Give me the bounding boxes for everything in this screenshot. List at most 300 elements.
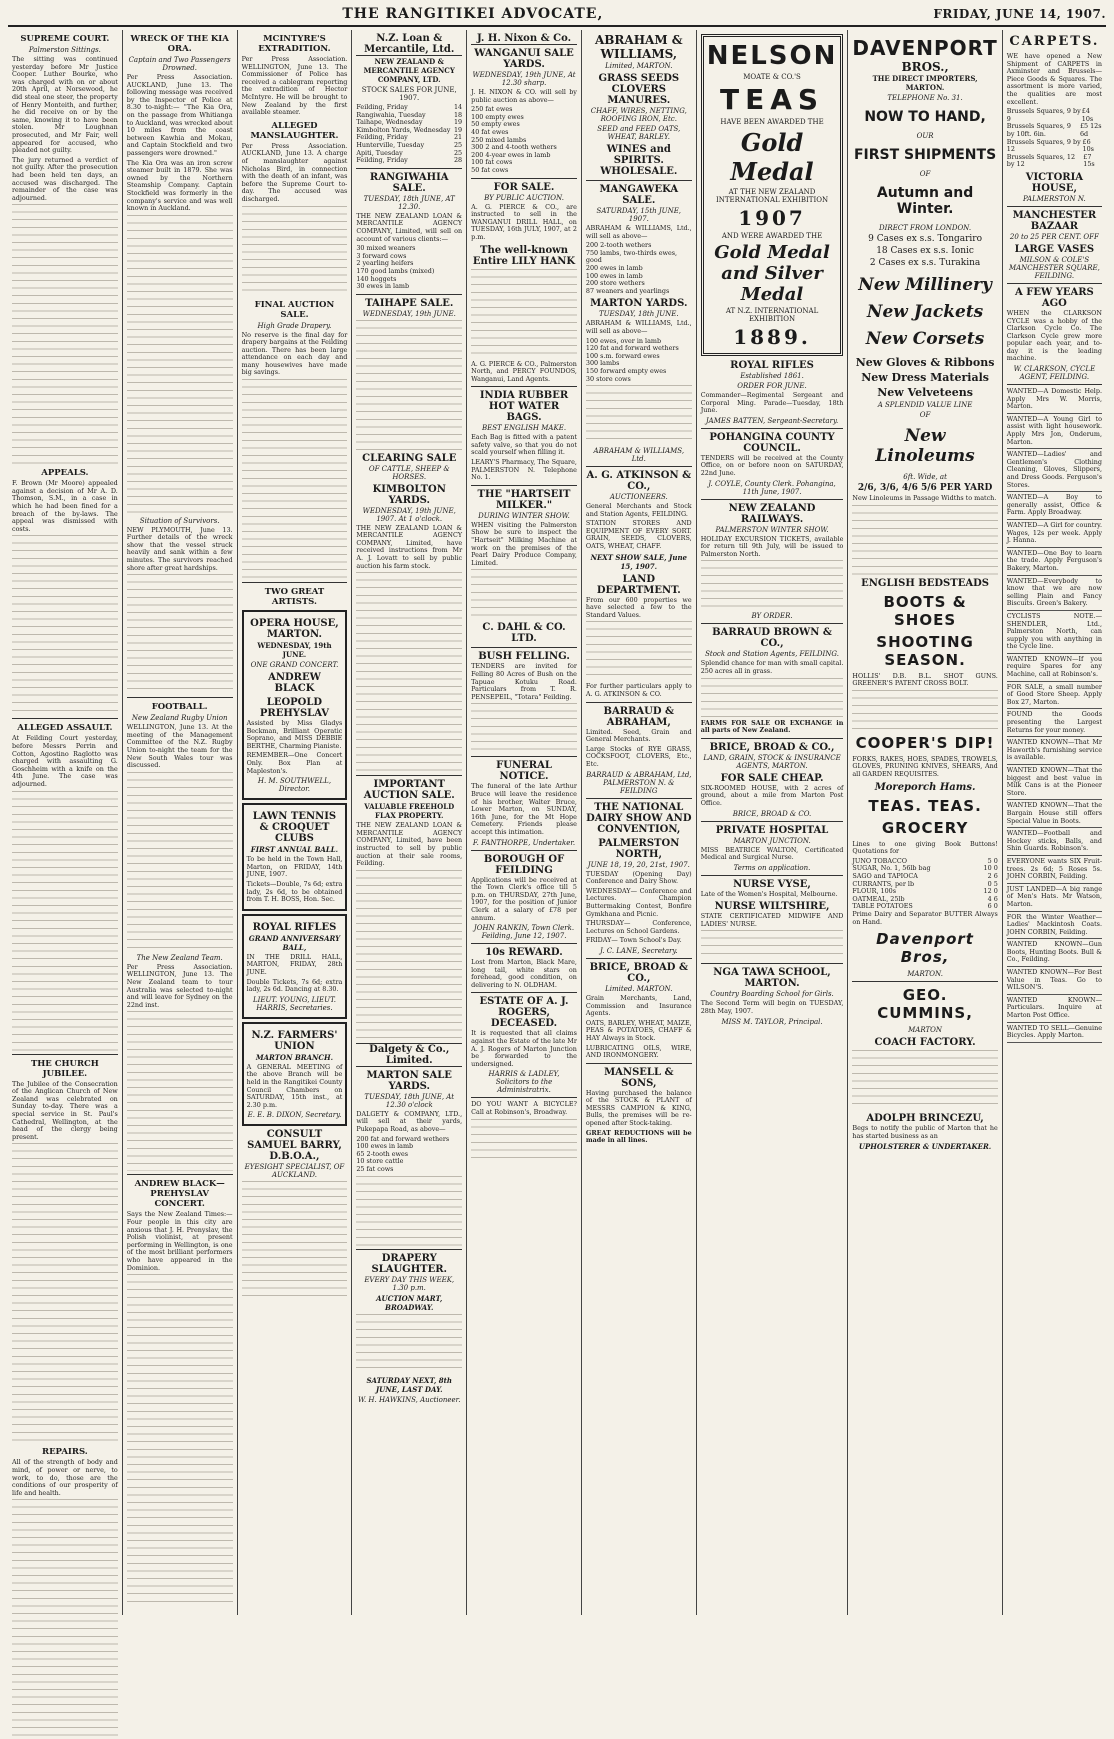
divider — [586, 180, 692, 181]
article-text-block — [12, 1143, 118, 1443]
stock-sale-row-label: Feilding, Friday — [356, 156, 408, 165]
column-5 — [467, 30, 582, 1615]
article-text-block — [12, 204, 118, 464]
heading-church-jubilee: THE CHURCH JUBILEE. — [30, 1058, 99, 1079]
ad-line: GRAND ANNIVERSARY BALL, — [248, 933, 341, 952]
ad-line: MARTON. — [907, 970, 943, 979]
article-text-block — [127, 1274, 233, 1604]
rifles-ball-ad — [242, 914, 348, 1019]
article-text: NEW PLYMOUTH, June 13. Further details of the wreck show that the vessel struck heavily and sank within a few minutes. The survivors reached shore after great hardships. — [126, 525, 233, 572]
divider — [1007, 283, 1102, 284]
davenport-line: NOW TO HAND, — [864, 109, 986, 125]
ad-text: DO YOU WANT A BICYCLE? Call at Robinson's, Broadway. — [471, 1100, 577, 1117]
ad-text: Late of the Women's Hospital, Melbourne. — [700, 889, 838, 898]
ad-text: Begs to notify the public of Marton that he has started business as an — [852, 1124, 998, 1140]
davenport-title: DAVENPORT — [852, 36, 998, 60]
davenport-line: 2 Cases ex s.s. Turakina — [869, 258, 981, 268]
article-text: The jury returned a verdict of not guilty. After the prosecution had been held ten days, an accused was discharged. The remainder of the case was adjourned. — [12, 155, 118, 202]
ad-text: Having purchased the balance of the STOCK & PLANT of MESSRS CAMPION & KING, Bulls, the premises will be re-opened after Stock-taking. — [585, 1088, 692, 1128]
tea-line: AT THE NEW ZEALAND INTERNATIONAL EXHIBITION — [715, 188, 829, 204]
heading-two-artists: TWO GREAT ARTISTS. — [264, 587, 325, 608]
ad-title: KIMBOLTON YARDS. — [372, 483, 446, 506]
classified-ad: WANTED KNOWN—That the Bargain House still offers Special Value in Boots. — [1007, 802, 1102, 828]
ad-title: ABRAHAM & WILLIAMS, — [594, 33, 683, 61]
ad-text: Lost from Marton, Black Mare, long tail, white stars on forehead, good condition, on delivering to N. OLDHAM. — [471, 958, 577, 989]
ad-title: BRICE, BROAD & CO., — [589, 961, 688, 984]
ad-title: NURSE VYSE, — [733, 878, 811, 890]
ad-text-block — [471, 1119, 577, 1159]
ad-list: 30 mixed weaners 3 forward cows 2 yearling heifers 170 good lambs (mixed) 140 hoggets 30 ewes in lamb — [356, 244, 435, 291]
ad-list: 200 2-tooth wethers 750 lambs, two-thirds ewes, good 200 ewes in lamb 100 ewes in lamb 200 store wethers 87 weaners and yearlings — [585, 241, 678, 295]
stock-sales-title: STOCK SALES FOR JUNE, 1907. — [361, 86, 457, 102]
ad-text: THE NEW ZEALAND LOAN & MERCANTILE AGENCY COMPANY, Limited, have been instructed to sell by public auction at their sale rooms, Feilding. — [356, 821, 463, 868]
classified-ad: WANTED KNOWN—Gun Boots, Hunting Boots. Bull & Co., Feilding. — [1007, 941, 1102, 967]
ad-text-block — [356, 572, 462, 772]
carpet-row-label: Brussels Squares, 9 by 10ft. 6in. — [1006, 122, 1071, 138]
grocery-row-value: 2 6 — [987, 871, 998, 880]
classified-ad: WANTED—One Boy to learn the trade. Apply Ferguson's Bakery, Marton. — [1007, 550, 1102, 576]
carpet-row — [1007, 139, 1102, 154]
divider — [471, 1097, 577, 1098]
ad-title: BUSH FELLING. — [478, 651, 570, 663]
classified-ad: WANTED KNOWN—That the biggest and best value in Milk Cans is at the Pioneer Store. — [1007, 767, 1102, 800]
ad-line: CHAFF, WIRES, NETTING, ROOFING IRON, Etc. — [590, 107, 687, 123]
ad-text: A. G. PIERCE & CO., are instructed to sell in the WANGANUI DRILL HALL, on TUESDAY, 16th JULY, 1907, at 2 p.m. — [471, 202, 577, 241]
ad-line: NEW ZEALAND & MERCANTILE AGENCY COMPANY, LTD. — [363, 57, 455, 84]
ad-line: SEED and FEED OATS, WHEAT, BARLEY. — [597, 125, 681, 141]
ad-text: Double Tickets, 7s 6d; extra lady, 2s 6d. Dancing at 8.30. — [246, 977, 343, 994]
ad-title: POHANGINA COUNTY COUNCIL. — [709, 431, 835, 454]
divider — [586, 958, 692, 959]
divider — [586, 1063, 692, 1064]
tea-medal: Gold Medal and Silver Medal — [714, 242, 830, 305]
divider — [242, 582, 348, 583]
divider — [1007, 384, 1102, 385]
ad-text: HOLIDAY EXCURSION TICKETS, available for return till 9th July, will be issued to Palmerston North. — [700, 534, 844, 558]
ad-text-block — [471, 569, 577, 619]
ad-text: Grain Merchants, Land, Commission and Insurance Agents. — [585, 993, 692, 1018]
ad-title: NGA TAWA SCHOOL, MARTON. — [713, 967, 831, 990]
ad-text: It is requested that all claims against the Estate of the late Mr A. J. Rogers of Marton Junction be forwarded to the undersigned. — [471, 1029, 577, 1068]
ad-signature: JOHN RANKIN, Town Clerk. Feilding, June 12, 1907. — [473, 924, 575, 941]
ad-text: Splendid chance for man with small capital. 250 acres all in grass. — [700, 659, 844, 675]
ad-title: WANGANUI SALE YARDS. — [474, 48, 574, 70]
ad-title: THE "HARTSEIT MILKER." — [477, 488, 571, 511]
subheading: New Zealand Rugby Union — [131, 714, 228, 723]
divider — [471, 178, 577, 179]
ad-title: BARRAUD BROWN & CO., — [712, 627, 832, 650]
ad-line: DURING WINTER SHOW. — [478, 511, 570, 520]
article-text: WELLINGTON, June 13. At the meeting of the Management Committee of the N.Z. Rugby Union to-night the team for the New South Wales tour was discussed. — [126, 723, 233, 770]
ad-text: TENDERS will be received at the County Office, on or before noon on SATURDAY, 22nd June. — [700, 453, 844, 477]
carpet-row-label: Brussels Squares, 12 by 12 — [1006, 152, 1076, 169]
subheading: The New Zealand Team. — [136, 953, 223, 962]
ad-text-block — [356, 1314, 462, 1374]
ad-title: FOR SALE. — [493, 181, 555, 193]
ad-title: NEW ZEALAND RAILWAYS. — [728, 502, 816, 525]
classified-ad: WANTED—A Young Girl to assist with light housework. Apply Mrs Jon, Onderum, Marton. — [1007, 416, 1102, 449]
ad-text: TUESDAY (Opening Day) Conference and Dairy Show. — [585, 869, 692, 886]
divider — [471, 485, 577, 486]
heading-wreck: WRECK OF THE KIA ORA. — [130, 34, 229, 54]
ad-title: RANGIWAHIA SALE. — [369, 171, 449, 194]
classified-ad: WANTED—Everybody to know that we are now selling Plain and Fancy Biscuits. Green's Bakery. — [1007, 578, 1102, 611]
classified-ad: WANTED KNOWN—For Best Value in Teas. Go to WILSON'S. — [1007, 969, 1102, 995]
ad-title: A. G. ATKINSON & CO., — [586, 470, 692, 493]
ad-title: GEO. CUMMINS, — [877, 986, 973, 1023]
ad-text: Commander—Regimental Sergeant and Corporal Ming. Parade—Tuesday, 18th June. — [700, 391, 844, 415]
grocery-row-value: 4 6 — [987, 894, 998, 903]
classified-ad: JUST LANDED—A big range of Men's Hats. Mr Watson, Marton. — [1007, 886, 1102, 912]
grocery-row-value: 0 5 — [987, 879, 998, 888]
grocery-row-label: OATMEAL, 25lb — [852, 894, 905, 903]
stock-sale-row-label: Apiti, Tuesday — [356, 148, 403, 157]
stock-sale-row-label: Hunterville, Tuesday — [356, 140, 425, 149]
ad-text: WE have opened a New Shipment of CARPETS in Axminster and Brussels—Piece Goods & Squares. The assortment is more varied, the qualities are most excellent. — [1006, 52, 1102, 106]
ad-text: For further particulars apply to A. G. ATKINSON & CO. — [585, 682, 692, 699]
ad-date: TUESDAY, 18th JUNE, At 12.30 o'clock — [364, 1092, 455, 1109]
ad-text: The Second Term will begin on TUESDAY, 28th May, 1907. — [700, 999, 844, 1016]
ad-text: Applications will be received at the Town Clerk's office till 5 p.m. on THURSDAY, 27th June, 1907, for the position of Junior Clerk at a salary of £78 per annum. — [471, 875, 577, 922]
ad-title: BOROUGH OF FEILDING — [483, 853, 565, 876]
ad-text-block — [852, 690, 997, 730]
tea-brand: NELSON — [706, 41, 838, 71]
divider — [356, 168, 462, 169]
davenport-line: A SPLENDID VALUE LINE — [877, 401, 973, 409]
ad-text-block — [471, 703, 577, 753]
grocery-row-value: 5 0 — [987, 856, 998, 865]
ad-text: Tickets—Double, 7s 6d; extra lady, 2s 6d, to be obtained from T. H. BOSS, Hon. Sec. — [246, 880, 343, 904]
ad-text: Each Bag is fitted with a patent safety valve, so that you do not scald yourself when filling it. — [471, 433, 577, 457]
ad-title: MANSELL & SONS, — [604, 1066, 674, 1089]
classified-ad: WANTED—A Domestic Help. Apply Mrs W. Morris, Marton. — [1007, 388, 1102, 414]
ad-title: DRAPERY SLAUGHTER. — [371, 1252, 448, 1275]
davenport-line: New Velveteens — [877, 386, 973, 399]
ad-title: TEAS. TEAS. — [868, 796, 982, 815]
tea-maker: MOATE & CO.'S — [743, 73, 801, 81]
carpet-row-label: Brussels Squares, 9 by 9 — [1006, 107, 1081, 123]
ad-title: SHOOTING SEASON. — [876, 632, 974, 669]
ad-line: UPHOLSTERER & UNDERTAKER. — [858, 1142, 992, 1152]
ad-line: 20 to 25 PER CENT. OFF — [1009, 232, 1099, 241]
ad-text-block — [701, 560, 844, 610]
ad-line: ORDER FOR JUNE. — [737, 382, 807, 390]
divider — [127, 697, 233, 698]
ad-text: GREAT REDUCTIONS will be made in all lines. — [585, 1128, 692, 1145]
ad-title: GROCERY — [881, 818, 969, 837]
ad-text: TENDERS are invited for Felling 80 Acres of Bush on the Tapuae Kotuku Road. Particulars from T. R. PENSEPEIL, "Totara" Feilding. — [471, 662, 577, 701]
ad-text-block — [701, 930, 844, 960]
ad-line: AUCTION MART, BROADWAY. — [376, 1293, 443, 1312]
subheading: Captain and Two Passengers Drowned. — [128, 56, 231, 72]
ad-signature: E. E. B. DIXON, Secretary. — [247, 1111, 342, 1120]
ad-title: TAIHAPE SALE. — [365, 297, 454, 309]
divider — [586, 702, 692, 703]
article-text: Per Press Association. WELLINGTON, June 13. The New Zealand team to tour Australia was selected to-night and will leave for Sydney on the 22nd inst. — [126, 962, 233, 1009]
nelson-tea-ad — [701, 34, 844, 356]
davenport-line: New Millinery — [858, 275, 992, 295]
ad-line: COACH FACTORY. — [874, 1037, 976, 1049]
ad-signature: BRICE, BROAD & CO. — [732, 809, 812, 818]
ad-text: Large Stocks of RYE GRASS, COCKSFOOT, CLOVERS, Etc., Etc. — [585, 744, 692, 768]
ad-text: SIX-ROOMED HOUSE, with 2 acres of ground, about a mile from Marton Post Office. — [700, 783, 844, 807]
ad-title: ROYAL RIFLES — [730, 360, 814, 371]
ad-text: J. H. NIXON & CO. will sell by public auction as above— — [471, 88, 577, 104]
divider — [586, 466, 692, 467]
grocery-row-label: SUGAR, No. 1, 56lb bag — [852, 864, 931, 873]
ad-line: Limited, MARTON. — [605, 62, 673, 70]
article-text-block — [127, 772, 233, 952]
ad-text: General Merchants and Stock and Station Agents, FEILDING. — [585, 502, 692, 518]
heading-supreme-court: SUPREME COURT. — [20, 34, 110, 44]
ad-title: BARRAUD & ABRAHAM, — [603, 705, 675, 728]
stock-sale-row — [356, 157, 462, 165]
ad-line: SATURDAY NEXT, 8th JUNE, LAST DAY. — [366, 1375, 452, 1394]
article-text-block — [127, 574, 233, 694]
ad-date: TUESDAY, 18th JUNE. — [598, 310, 679, 319]
ad-signature: J. C. LANE, Secretary. — [600, 946, 678, 955]
ad-text: To be held in the Town Hall, Marton, on FRIDAY, 14th JUNE, 1907. — [246, 855, 343, 879]
ad-line: FOR SALE CHEAP. — [720, 772, 824, 784]
column-7 — [697, 30, 849, 1615]
ad-title: PRIVATE HOSPITAL — [715, 824, 829, 836]
stock-sale-row-value: 14 — [453, 103, 463, 111]
ad-title: A FEW YEARS AGO — [1015, 286, 1094, 309]
grocery-row-label: JUNO TOBACCO — [852, 856, 908, 865]
stock-sale-row-label: Feilding, Friday — [356, 103, 408, 111]
ad-title: NURSE WILTSHIRE, — [714, 901, 830, 913]
ad-date: WEDNESDAY, 19th JUNE, At 12.30 sharp. — [472, 71, 576, 87]
ad-text-block — [852, 505, 997, 575]
heading-concert: ANDREW BLACK—PREHYSLAV CONCERT. — [134, 1179, 225, 1210]
divider — [586, 798, 692, 799]
ad-text-block — [701, 678, 844, 718]
company-name: C. DAHL & CO. LTD. — [482, 622, 566, 645]
ad-title: MARTON SALE YARDS. — [366, 1069, 452, 1092]
article-text-block — [12, 535, 118, 715]
ad-text: FORKS, RAKES, HOES, SPADES, TROWELS, GLOVES, PRUNING KNIVES, SHEARS, And all GARDEN REQUISITES. — [852, 754, 998, 778]
davenport-sub: BROS., — [901, 60, 949, 74]
ad-title: MANGAWEKA SALE. — [599, 184, 679, 206]
ad-text-block — [356, 320, 462, 450]
stock-sale-row-value: 28 — [453, 156, 463, 165]
divider — [471, 386, 577, 387]
davenport-line: FIRST SHIPMENTS — [853, 147, 997, 163]
ad-title: THE NATIONAL DAIRY SHOW AND CONVENTION, — [586, 801, 692, 835]
ad-text: A. G. PIERCE & CO., Palmerston North, and PERCY FOUNDOS, Wanganui, Land Agents. — [471, 359, 577, 383]
divider — [701, 738, 844, 739]
heading-manslaughter: ALLEGED MANSLAUGHTER. — [250, 120, 339, 141]
article-text: The Jubilee of the Consecration of the Anglican Church of New Zealand was celebrated on Sunday to-day. There was a special service in St. Paul's Cathedral, Wellington, at the head of the clergy being present. — [12, 1079, 118, 1141]
tea-line: AT N.Z. INTERNATIONAL EXHIBITION — [725, 307, 819, 323]
classified-ad: FOR SALE, a small number of Good Store Sheep. Apply Box 27, Marton. — [1007, 684, 1102, 710]
ad-text: Prime Dairy and Separator BUTTER Always on Hand. — [852, 909, 998, 926]
divider — [356, 294, 462, 295]
davenport-line: DIRECT FROM LONDON. — [879, 224, 972, 232]
ad-text: Lines to one giving Book Buttons! Quotations for — [852, 839, 998, 856]
masthead-spacer — [8, 7, 12, 21]
ad-text: WHEN the CLARKSON CYCLE was a hobby of the Clarkson Cycle Co. The Clarkson Cycle grew more popular each year, and to-day it is the leading machine. — [1006, 308, 1102, 363]
ad-text-block — [471, 269, 577, 359]
ad-list: 250 fat ewes 100 empty ewes 50 empty ewes 40 fat ewes 250 mixed lambs 300 2 and 4-tooth wethers 200 4-year ewes in lamb 100 fat cows 50 fat cows — [471, 105, 557, 174]
heading-extradition: MCINTYRE'S EXTRADITION. — [258, 34, 331, 54]
ad-text: Limited. Seed, Grain and General Merchants. — [585, 727, 692, 744]
column-4 — [352, 30, 467, 1615]
article-text: The Kia Ora was an iron screw steamer built in 1879. She was owned by the Northern Steamship Company. Captain Stockfield was formerly in the company's service and was well known in Auckland. — [126, 158, 233, 213]
artist-name: ANDREW BLACK — [268, 672, 321, 695]
ad-line: EVERY DAY THIS WEEK, 1.30 p.m. — [364, 1275, 455, 1292]
ad-line: NEXT SHOW SALE, June 15, 1907. — [590, 552, 688, 571]
ad-text: New Linoleums in Passage Widths to match. — [852, 494, 997, 502]
ad-line: EYESIGHT SPECIALIST, OF AUCKLAND. — [244, 1163, 345, 1180]
grocery-row-label: FLOUR, 100s — [852, 887, 897, 896]
grocery-row-label: CURRANTS, per lb — [852, 879, 915, 888]
ad-date: SATURDAY, 15th JUNE, 1907. — [596, 207, 682, 223]
ad-line: PALMERSTON N. — [1022, 194, 1086, 203]
ad-line: GRASS SEEDS CLOVERS MANURES. — [598, 73, 680, 106]
ad-line: MARTON JUNCTION. — [733, 836, 811, 845]
ad-text: ABRAHAM & WILLIAMS, Ltd., will sell as above— — [585, 224, 692, 240]
article-text-block — [242, 379, 348, 579]
stock-sale-row-value: 25 — [453, 148, 463, 157]
divider — [12, 1054, 118, 1055]
ad-title: IMPORTANT AUCTION SALE. — [363, 779, 455, 802]
ad-text: From our 600 properties we have selected a few to the Standard Values. — [585, 595, 692, 619]
column-2 — [123, 30, 238, 1615]
divider — [471, 756, 577, 757]
classified-ad: WANTED—Football and Hockey sticks, Balls, and Shin Guards. Robinson's. — [1007, 830, 1102, 856]
classified-ad: WANTED KNOWN—If you require Spares for any Machine, call at Robinson's. — [1007, 656, 1102, 682]
davenport-line: New Gloves & Ribbons — [855, 356, 995, 369]
ad-date: TUESDAY, 18th JUNE, AT 12.30. — [363, 194, 455, 211]
article-text: Per Press Association. WELLINGTON, June 13. The Commissioner of Police has received a cablegram reporting the extradition of Hector McIntyre. He will be brought to New Zealand by the first available steamer. — [241, 55, 348, 117]
ad-line: AUCTIONEERS. — [609, 493, 668, 502]
ad-text: IN THE DRILL HALL, MARTON, FRIDAY, 28th JUNE. — [246, 952, 343, 976]
davenport-line: 18 Cases ex s.s. Ionic — [876, 246, 974, 256]
stock-sale-row-value: 21 — [453, 133, 463, 142]
classified-ad: FOR the Winter Weather—Ladies' Mackintosh Coats. JOHN CORBIN, Feilding. — [1007, 914, 1102, 940]
article-text: Per Press Association. AUCKLAND, June 13. A charge of manslaughter against Nicholas Bird, in connection with the death of an infant, was before the Supreme Court to-day. The accused was discharged. — [241, 141, 348, 203]
ad-title: Davenport Bros, — [876, 930, 974, 967]
ad-title: CLEARING SALE — [362, 452, 457, 464]
ad-text-block — [852, 1050, 997, 1110]
ad-text: STATION STORES AND EQUIPMENT OF EVERY SORT. GRAIN, SEEDS, CLOVERS, OATS, WHEAT, CHAFF. — [585, 519, 692, 551]
ad-text: THE NEW ZEALAND LOAN & MERCANTILE AGENCY COMPANY, Limited, will sell on account of various clients:— — [356, 211, 463, 243]
ad-title: Moreporch Hams. — [874, 781, 976, 793]
divider — [471, 943, 577, 944]
column-3 — [238, 30, 353, 1615]
ad-line: Established 1861. — [740, 372, 804, 380]
ad-text: THE NEW ZEALAND LOAN & MERCANTILE AGENCY COMPANY, Limited, have received instructions from Mr A. J. Lovatt to sell by public auction his farm stock. — [356, 523, 463, 570]
grocery-row-value: 6 0 — [987, 902, 998, 911]
article-text-block — [12, 1499, 118, 1739]
subheading: High Grade Drapery. — [257, 321, 332, 330]
ad-title: BOOTS & SHOES — [883, 592, 967, 629]
ad-line: OF CATTLE, SHEEP & HORSES. — [368, 464, 450, 481]
davenport-line: 9 Cases ex s.s. Tongariro — [868, 234, 983, 244]
ad-line: FIRST ANNUAL BALL. — [250, 845, 339, 855]
ad-title: ENGLISH BEDSTEADS — [861, 577, 989, 589]
stock-sale-row-label: Feilding, Friday — [356, 133, 408, 142]
carpet-row — [1007, 108, 1102, 123]
ad-text: THURSDAY— Conference, Lectures on School Gardens. — [585, 919, 692, 935]
classified-ad: CYCLISTS NOTE.—SHENDLER, Ltd., Palmerston North, can supply you with anything in the Cycle line. — [1007, 613, 1102, 654]
article-text-block — [127, 1011, 233, 1171]
ad-date: JUNE 18, 19, 20, 21st, 1907. — [587, 860, 690, 869]
grocery-row-label: SAGO and TAPIOCA — [852, 871, 918, 880]
concert-ad — [242, 610, 348, 800]
carpet-price-list — [1007, 108, 1102, 169]
carpet-row-value: £7 15s — [1083, 152, 1095, 169]
ad-title: FUNERAL NOTICE. — [496, 760, 552, 783]
stock-sale-row-value: 25 — [453, 140, 463, 149]
article-text-block — [127, 215, 233, 515]
divider — [356, 775, 462, 776]
classified-ad: FOUND the Goods presenting the Largest Returns for your money. — [1007, 711, 1102, 737]
grocery-row-value: 10 0 — [983, 864, 998, 873]
tea-line: HAVE BEEN AWARDED THE — [720, 118, 824, 126]
ad-line: PALMERSTON WINTER SHOW. — [715, 525, 829, 534]
ad-title: INDIA RUBBER HOT WATER BAGS. — [479, 390, 569, 424]
ad-line: Terms on application. — [733, 863, 811, 872]
davenport-line: OF — [919, 170, 931, 178]
ad-text: LUBRICATING OILS, WIRE, AND IRONMONGERY. — [585, 1043, 692, 1060]
grocery-row-label: TABLE POTATOES — [852, 902, 913, 911]
subheading: Situation of Survivors. — [139, 516, 220, 525]
article-text: At Feilding Court yesterday, before Messrs Perrin and Cotton, Agostino Raglotto was charged with assaulting G. Goschheim with a knife on the 4th June. The case was adjourned. — [12, 734, 118, 788]
stock-sale-row-value: 19 — [453, 118, 463, 127]
ad-title: ROYAL RIFLES — [252, 921, 337, 933]
tea-line: AND WERE AWARDED THE — [721, 232, 823, 240]
carpet-row-value: £6 10s — [1082, 137, 1094, 154]
classified-ad: WANTED—Ladies' and Gentlemen's Clothing Cleaning, Gloves, Slippers, and Dress Goods. Ferguson's Stores. — [1007, 451, 1102, 492]
ad-line: VALUABLE FREEHOLD FLAX PROPERTY. — [364, 802, 455, 821]
ad-text-block — [356, 870, 462, 1040]
columns — [8, 30, 1106, 1615]
ad-line: MILSON & COLE'S MANCHESTER SQUARE, FEILDING. — [1008, 255, 1100, 280]
ad-text-block — [586, 385, 692, 445]
ad-title: ADOLPH BRINCEZU, — [866, 1113, 984, 1125]
divider — [356, 1249, 462, 1250]
davenport-line: 2/6, 3/6, 4/6 5/6 PER YARD — [857, 483, 993, 493]
ad-text: LEARY'S Pharmacy, The Square, PALMERSTON N. Telephone No. 1. — [471, 458, 577, 482]
stock-sales-list — [356, 104, 462, 165]
carpet-row-value: £4 10s — [1081, 107, 1094, 123]
column-6 — [582, 30, 697, 1615]
stock-sale-row-value: 19 — [453, 125, 463, 134]
artist-name: LEOPOLD PREHYSLAV — [259, 697, 329, 720]
davenport-line: 6ft. Wide, at — [903, 473, 947, 481]
ad-text: WEDNESDAY— Conference and Lectures. Champion Buttermaking Contest, Bonfire Gymkhana and Picnic. — [585, 886, 692, 918]
article-text: No reserve is the final day for drapery bargains at the Feilding auction. There has been large attendance on each day and many housewives have made big savings. — [241, 330, 348, 377]
article-text: All of the strength of body and mind, of power or nerve, to work, to do, those are the conditions of our prosperity of life and health. — [12, 1458, 118, 1497]
ad-text: FRIDAY— Town School's Day. — [585, 936, 682, 945]
grocery-row-value: 12 0 — [983, 887, 998, 896]
ad-text: REMEMBER—One Concert Only. Box Plan at Mapleston's. — [246, 751, 343, 775]
davenport-line: New Corsets — [865, 329, 985, 349]
davenport-line: THE DIRECT IMPORTERS, MARTON. — [872, 74, 978, 92]
classified-ad: EVERYONE wants SIX Fruit-trees. 2s 6d; 5 Roses 5s. JOHN CORBIN, Feilding. — [1007, 858, 1102, 884]
ad-signature: BY ORDER. — [751, 612, 793, 621]
ad-text: A GENERAL MEETING of the above Branch will be held in the Rangitikei County Council Chambers on SATURDAY, 15th inst., at 2.30 p.m. — [246, 1062, 343, 1109]
ad-title: LAWN TENNIS & CROQUET CLUBS — [252, 811, 337, 845]
tea-year: 1907 — [738, 206, 806, 230]
ad-line: WINES and SPIRITS. WHOLESALE. — [600, 144, 678, 177]
ad-signature: W. H. HAWKINS, Auctioneer. — [357, 1395, 461, 1404]
article-text-block — [242, 206, 348, 296]
davenport-line: OF — [919, 411, 931, 419]
ad-text: DALGETY & COMPANY, LTD., will sell at their yards, Pukepapa Road, as above— — [356, 1109, 463, 1133]
